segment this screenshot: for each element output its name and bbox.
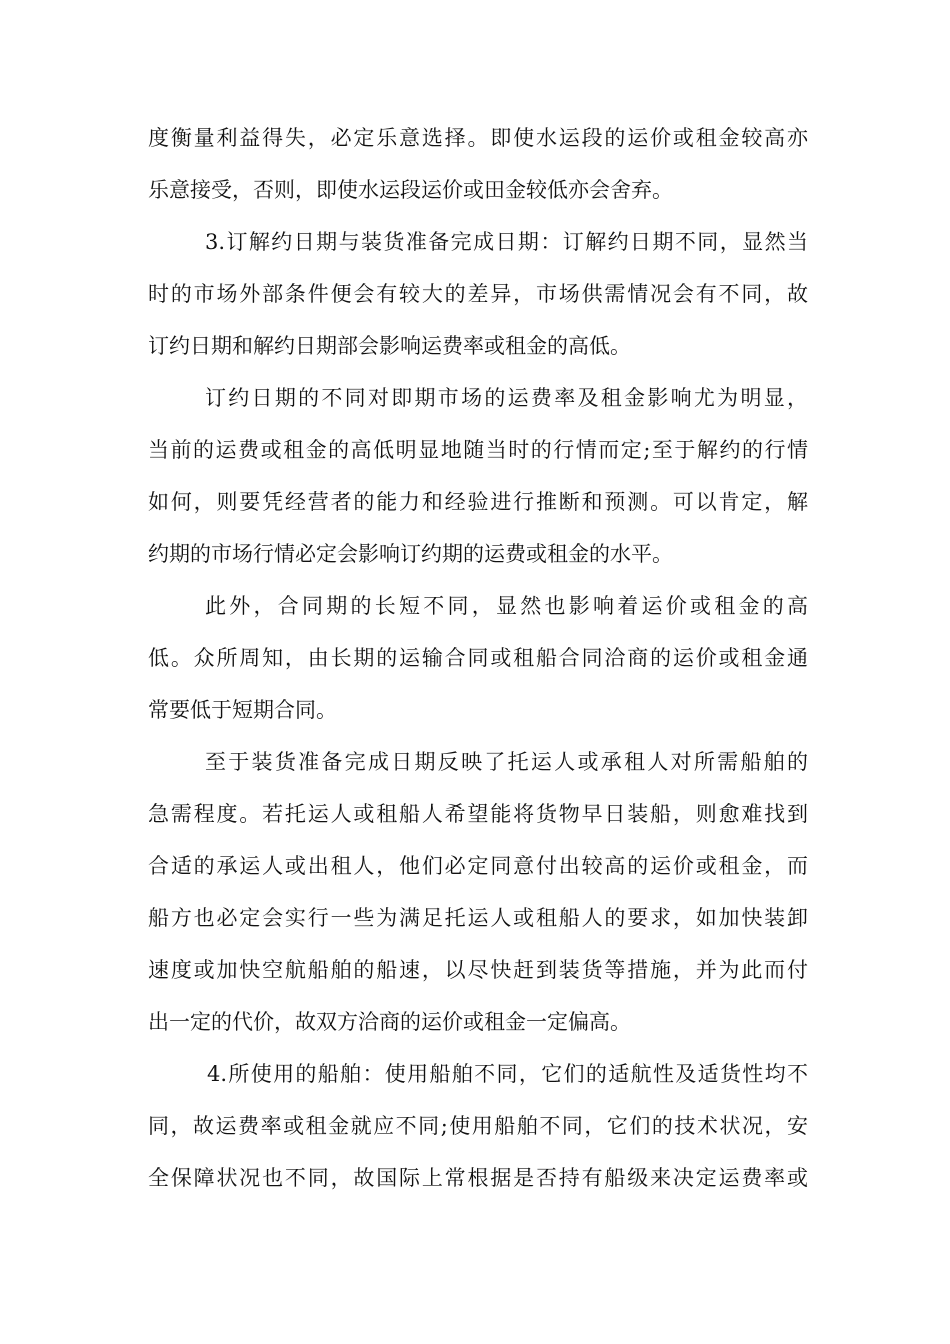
text-line: 速度或加快空航船舶的船速，以尽快赶到装货等措施，并为此而付 — [148, 958, 808, 982]
text-line: 时的市场外部条件便会有较大的差异，市场供需情况会有不同，故 — [148, 282, 808, 306]
text-line: 合适的承运人或出租人，他们必定同意付出较高的运价或租金，而 — [148, 854, 808, 878]
paragraph-first-line: 至于装货准备完成日期反映了托运人或承租人对所需船舶的 — [205, 750, 808, 774]
text-line: 订约日期和解约日期部会影响运费率或租金的高低。 — [148, 334, 631, 358]
text-line: 船方也必定会实行一些为满足托运人或租船人的要求，如加快装卸 — [148, 906, 808, 930]
text-line: 同，故运费率或租金就应不同;使用船舶不同，它们的技术状况，安 — [148, 1114, 808, 1138]
text-line: 全保障状况也不同，故国际上常根据是否持有船级来决定运费率或 — [148, 1166, 808, 1190]
body-text — [148, 112, 808, 1204]
text-line: 约期的市场行情必定会影响订约期的运费或租金的水平。 — [148, 542, 673, 566]
text-line: 如何，则要凭经营者的能力和经验进行推断和预测。可以肯定，解 — [148, 490, 808, 514]
text-line: 出一定的代价，故双方洽商的运价或租金一定偏高。 — [148, 1010, 631, 1034]
paragraph-first-line: 此外，合同期的长短不同，显然也影响着运价或租金的高 — [205, 594, 808, 618]
text-line: 度衡量利益得失，必定乐意选择。即使水运段的运价或租金较高亦 — [148, 126, 808, 150]
text-line: 当前的运费或租金的高低明显地随当时的行情而定;至于解约的行情 — [148, 438, 808, 462]
paragraph-first-line: 订约日期的不同对即期市场的运费率及租金影响尤为明显， — [205, 386, 808, 410]
text-line: 常要低于短期合同。 — [148, 698, 337, 722]
text-line: 乐意接受，否则，即使水运段运价或田金较低亦会舍弃。 — [148, 178, 673, 202]
text-line: 低。众所周知，由长期的运输合同或租船合同洽商的运价或租金通 — [148, 646, 808, 670]
paragraph-first-line: 3.订解约日期与装货准备完成日期：订解约日期不同，显然当 — [205, 230, 808, 254]
paragraph-first-line: 4.所使用的船舶：使用船舶不同，它们的适航性及适货性均不 — [207, 1062, 808, 1086]
text-line: 急需程度。若托运人或租船人希望能将货物早日装船，则愈难找到 — [148, 802, 808, 826]
